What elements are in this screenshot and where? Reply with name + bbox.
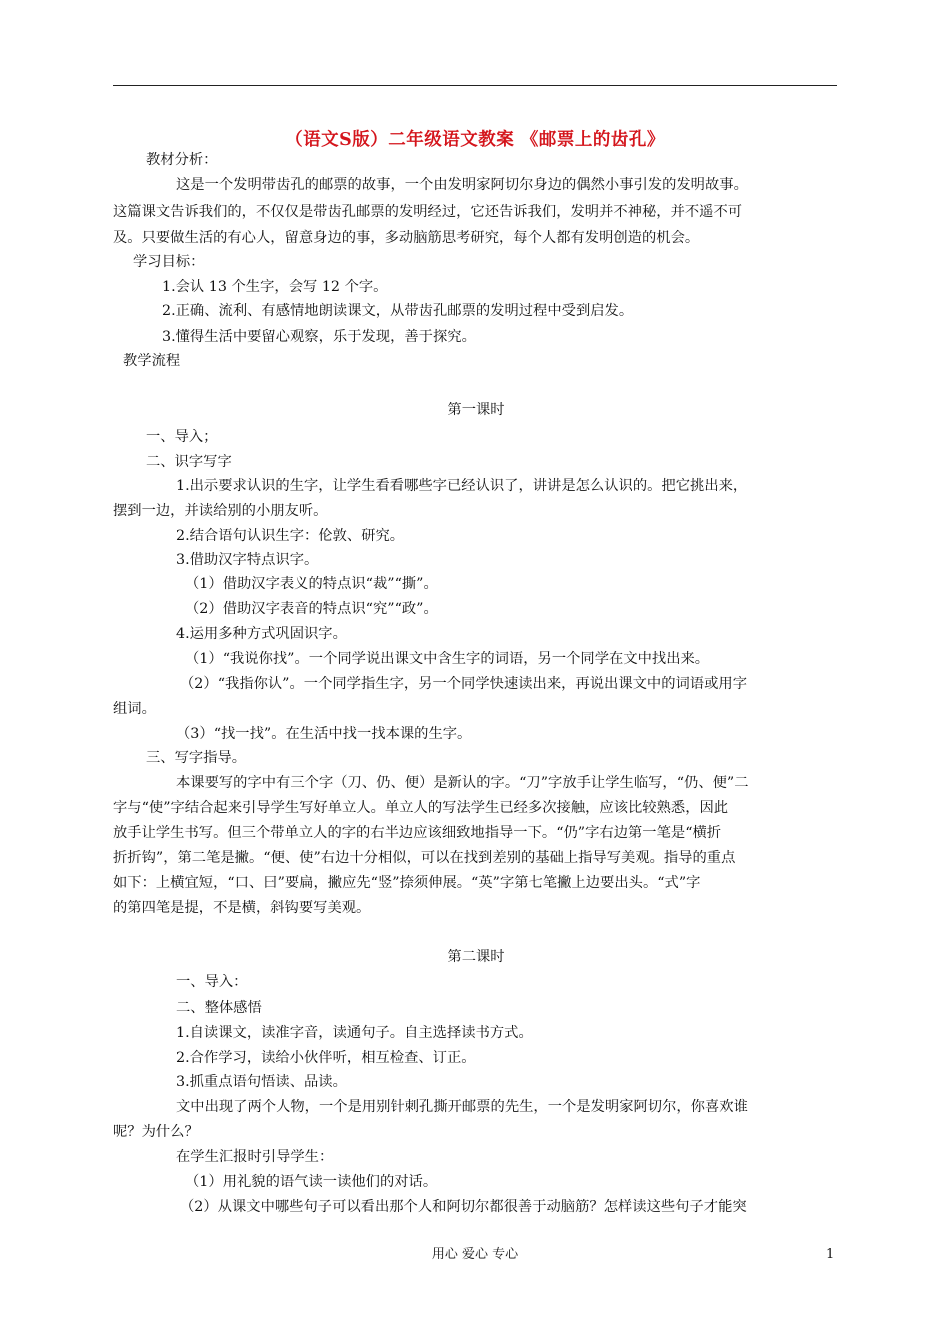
text-line: 1.自读课文，读准字音，读通句子。自主选择读书方式。 bbox=[176, 1025, 533, 1041]
text-line: 教材分析： bbox=[146, 152, 218, 168]
text-line: 放手让学生书写。但三个带单立人的字的右半边应该细致地指导一下。“仍”字右边第一笔是“横折 bbox=[113, 825, 722, 841]
header-rule bbox=[113, 85, 837, 86]
text-line: 三、写字指导。 bbox=[146, 750, 247, 766]
text-line: （2）借助汉字表音的特点识“究”“政”。 bbox=[185, 601, 438, 617]
text-line: （1）借助汉字表义的特点识“裁”“撕”。 bbox=[185, 576, 438, 592]
text-line: 1.出示要求认识的生字，让学生看看哪些字已经认识了，讲讲是怎么认识的。把它挑出来， bbox=[176, 478, 748, 494]
text-line: 折折钩”，第二笔是撇。“便、使”右边十分相似，可以在找到差别的基础上指导写美观。指导的重点 bbox=[113, 850, 736, 866]
text-line: 这篇课文告诉我们的，不仅仅是带齿孔邮票的发明经过，它还告诉我们，发明并不神秘，并不遥不可 bbox=[113, 204, 743, 220]
text-line: 3.抓重点语句悟读、品读。 bbox=[176, 1074, 347, 1090]
text-line: 字与“使”字结合起来引导学生写好单立人。单立人的写法学生已经多次接触，应该比较熟悉，因此 bbox=[113, 800, 729, 816]
text-line: 及。只要做生活的有心人，留意身边的事，多动脑筋思考研究，每个人都有发明创造的机会。 bbox=[113, 230, 700, 246]
page-number: 1 bbox=[826, 1247, 835, 1262]
text-line: 在学生汇报时引导学生： bbox=[176, 1149, 334, 1165]
text-line: （1）用礼貌的语气读一读他们的对话。 bbox=[185, 1174, 438, 1190]
text-line: 二、识字写字 bbox=[146, 454, 232, 470]
text-line: 呢？为什么？ bbox=[113, 1124, 199, 1140]
text-line: 文中出现了两个人物，一个是用别针刺孔撕开邮票的先生，一个是发明家阿切尔，你喜欢谁 bbox=[176, 1099, 748, 1115]
text-line: 学习目标： bbox=[133, 254, 205, 270]
text-line: 2.结合语句认识生字：伦敦、研究。 bbox=[176, 528, 405, 544]
text-line: （1）“我说你找”。一个同学说出课文中含生字的词语，另一个同学在文中找出来。 bbox=[185, 651, 710, 667]
text-line: 3.借助汉字特点识字。 bbox=[176, 552, 319, 568]
text-line: 摆到一边，并读给别的小朋友听。 bbox=[113, 503, 328, 519]
text-line: 本课要写的字中有三个字（刀、仍、便）是新认的字。“刀”字放手让学生临写，“仍、便”二 bbox=[176, 775, 749, 791]
text-line: 教学流程 bbox=[123, 353, 181, 369]
text-line: 1.会认 13 个生字，会写 12 个字。 bbox=[162, 279, 388, 295]
text-line: 一、导入； bbox=[146, 429, 218, 445]
text-line: 3.懂得生活中要留心观察，乐于发现，善于探究。 bbox=[162, 329, 476, 345]
text-line: 的第四笔是提，不是横，斜钩要写美观。 bbox=[113, 900, 371, 916]
text-line: （3）“找一找”。在生活中找一找本课的生字。 bbox=[176, 726, 472, 742]
text-line: 一、导入： bbox=[176, 974, 248, 990]
document-title: （语文S版）二年级语文教案 《邮票上的齿孔》 bbox=[285, 130, 665, 150]
text-line: （2）从课文中哪些句子可以看出那个人和阿切尔都很善于动脑筋？怎样读这些句子才能突 bbox=[180, 1199, 747, 1215]
text-line: （2）“我指你认”。一个同学指生字，另一个同学快速读出来，再说出课文中的词语或用字 bbox=[180, 676, 747, 692]
text-line: 第二课时 bbox=[447, 949, 505, 965]
page-footer: 用心 爱心 专心 bbox=[431, 1247, 519, 1262]
text-line: 2.合作学习，读给小伙伴听，相互检查、订正。 bbox=[176, 1050, 476, 1066]
text-line: 4.运用多种方式巩固识字。 bbox=[176, 626, 347, 642]
text-line: 二、整体感悟 bbox=[176, 1000, 262, 1016]
text-line: 第一课时 bbox=[447, 402, 505, 418]
text-line: 2.正确、流利、有感情地朗读课文，从带齿孔邮票的发明过程中受到启发。 bbox=[162, 303, 634, 319]
text-line: 这是一个发明带齿孔的邮票的故事，一个由发明家阿切尔身边的偶然小事引发的发明故事。 bbox=[176, 177, 748, 193]
text-line: 如下：上横宜短，“口、曰”要扁，撇应先“竖”捺须伸展。“英”字第七笔撇上边要出头。“式”字 bbox=[113, 875, 701, 891]
text-line: 组词。 bbox=[113, 701, 156, 717]
